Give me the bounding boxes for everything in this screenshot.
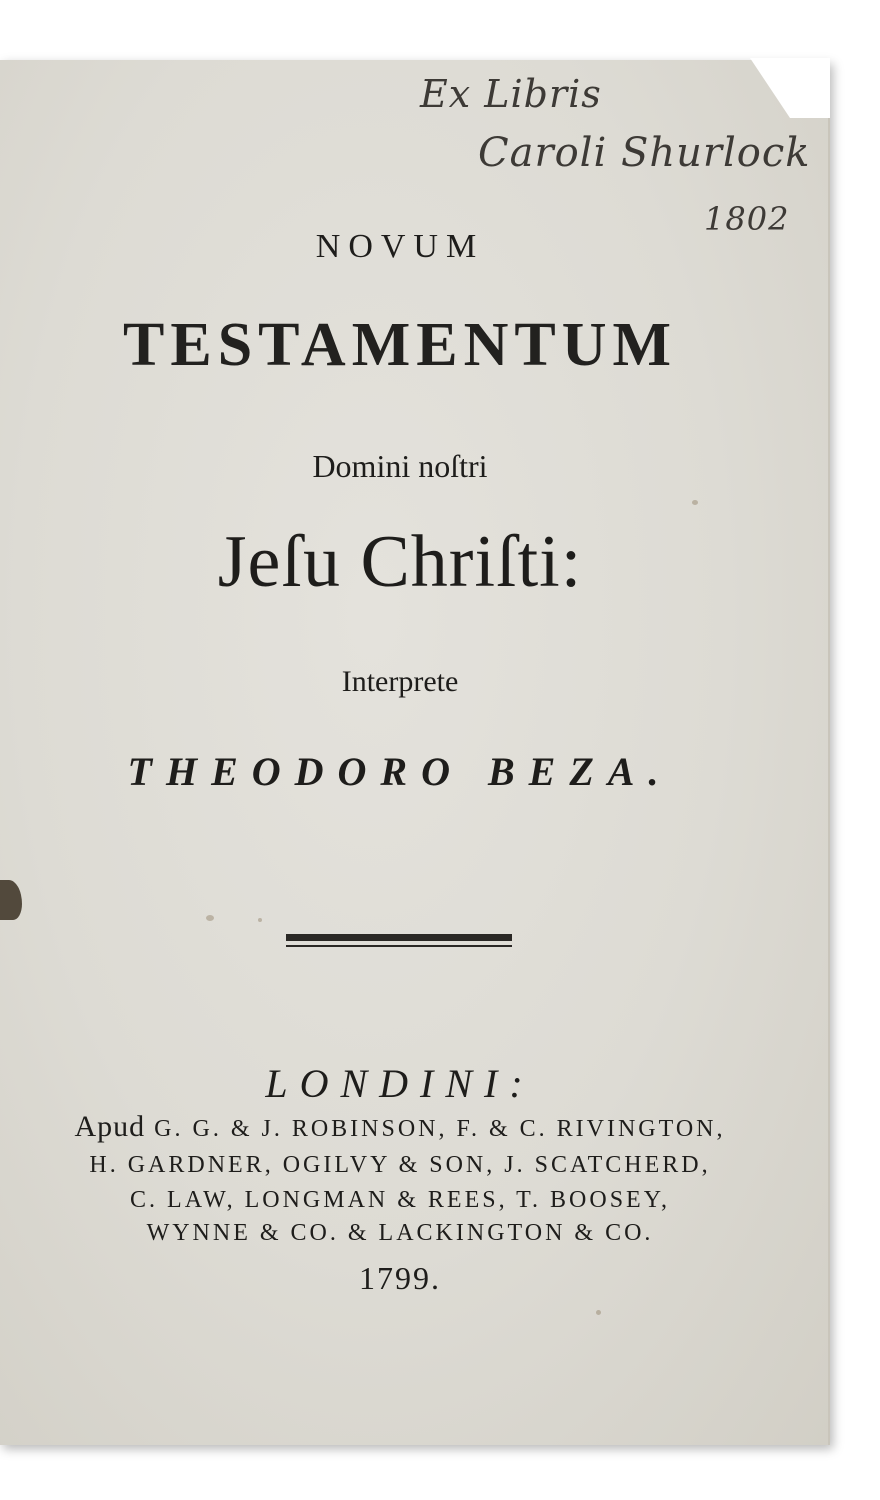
imprint-publishers-3: C. LAW, LONGMAN & REES, T. BOOSEY, [130, 1187, 670, 1213]
decorative-rule-thick [286, 934, 512, 941]
decorative-rule-thin [286, 945, 512, 947]
imprint-line [0, 1110, 800, 1144]
foxing-spot [258, 918, 262, 922]
publication-year: 1799. [359, 1260, 441, 1296]
title-line-interprete: Interprete [341, 665, 459, 698]
title-line-domini: Domini noſtri [312, 448, 488, 484]
translator-name: THEODORO BEZA. [127, 749, 673, 794]
foxing-spot [692, 500, 698, 505]
page-stain [0, 880, 22, 920]
imprint-publishers-2: H. GARDNER, OGILVY & SON, J. SCATCHERD, [89, 1152, 711, 1178]
imprint-place: LONDINI: [265, 1061, 535, 1106]
imprint-apud: Apud [74, 1110, 146, 1143]
imprint-publishers-4: WYNNE & CO. & LACKINGTON & CO. [146, 1220, 654, 1246]
foxing-spot [206, 915, 214, 921]
title-line-testamentum: TESTAMENTUM [122, 311, 677, 379]
book-title-page [0, 60, 830, 1445]
title-line-novum: NOVUM [315, 228, 485, 265]
foxing-spot [596, 1310, 601, 1315]
owner-name-inscription: Caroli Shurlock [478, 130, 811, 176]
imprint-publishers-1: G. G. & J. ROBINSON, F. & C. RIVINGTON, [154, 1116, 726, 1142]
inscription-year: 1802 [704, 200, 790, 238]
ex-libris-inscription: Ex Libris [420, 72, 602, 116]
torn-corner [750, 58, 830, 118]
title-line-jesu: Jeſu Chriſti: [217, 521, 583, 603]
